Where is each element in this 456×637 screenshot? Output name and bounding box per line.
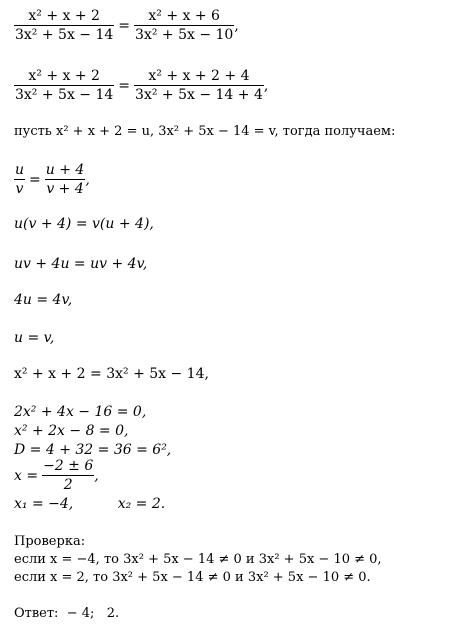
numerator: u xyxy=(15,162,25,178)
equals-sign: = xyxy=(29,171,41,188)
step-3: 4u = 4v, xyxy=(14,292,73,308)
comma: , xyxy=(94,467,99,484)
equals-sign: = xyxy=(118,77,131,94)
equation-original xyxy=(14,8,239,43)
check-line-2: если x = 2, то 3x² + 5x − 14 ≠ 0 и 3x² + 5x − 10 ≠ 0. xyxy=(14,570,371,585)
step-5: x² + x + 2 = 3x² + 5x − 14, xyxy=(14,366,209,382)
numerator: x² + x + 2 + 4 xyxy=(148,68,250,84)
comma: , xyxy=(234,17,239,34)
numerator: u + 4 xyxy=(45,162,85,178)
numerator: −2 ± 6 xyxy=(43,458,94,474)
fraction-left xyxy=(14,68,114,103)
check-line-1: если x = −4, то 3x² + 5x − 14 ≠ 0 и 3x² + 5x − 10 ≠ 0, xyxy=(14,552,382,567)
denominator: 3x² + 5x − 14 + 4 xyxy=(135,87,263,103)
fraction-right xyxy=(134,68,264,103)
step-1: u(v + 4) = v(u + 4), xyxy=(14,216,154,232)
fraction-left xyxy=(14,8,114,43)
roots-fraction xyxy=(42,458,94,493)
fraction-right xyxy=(45,162,86,197)
substitution-text: пусть x² + x + 2 = u, 3x² + 5x − 14 = v, тогда получаем: xyxy=(14,124,396,139)
step-4: u = v, xyxy=(14,330,55,346)
roots-prefix: x = xyxy=(14,467,39,484)
check-title: Проверка: xyxy=(14,534,86,549)
denominator: 3x² + 5x − 14 xyxy=(15,87,114,103)
numerator: x² + x + 2 xyxy=(28,8,100,24)
solutions: x₁ = −4, x₂ = 2. xyxy=(14,496,166,512)
denominator: 2 xyxy=(63,477,73,493)
denominator: v + 4 xyxy=(46,181,84,197)
answer: Ответ: − 4; 2. xyxy=(14,606,120,621)
comma: , xyxy=(85,171,90,188)
roots-formula xyxy=(14,458,99,493)
denominator: v xyxy=(15,181,24,197)
equation-uv xyxy=(14,162,90,197)
equation-rewritten xyxy=(14,68,268,103)
numerator: x² + x + 2 xyxy=(28,68,100,84)
comma: , xyxy=(263,77,269,94)
step-7: x² + 2x − 8 = 0, xyxy=(14,423,129,439)
step-8: D = 4 + 32 = 36 = 6², xyxy=(14,442,172,458)
equals-sign: = xyxy=(118,17,131,34)
step-6: 2x² + 4x − 16 = 0, xyxy=(14,404,147,420)
fraction-right xyxy=(134,8,234,43)
numerator: x² + x + 6 xyxy=(148,8,220,24)
denominator: 3x² + 5x − 14 xyxy=(15,27,114,43)
denominator: 3x² + 5x − 10 xyxy=(135,27,234,43)
step-2: uv + 4u = uv + 4v, xyxy=(14,256,148,272)
fraction-left xyxy=(14,162,25,197)
